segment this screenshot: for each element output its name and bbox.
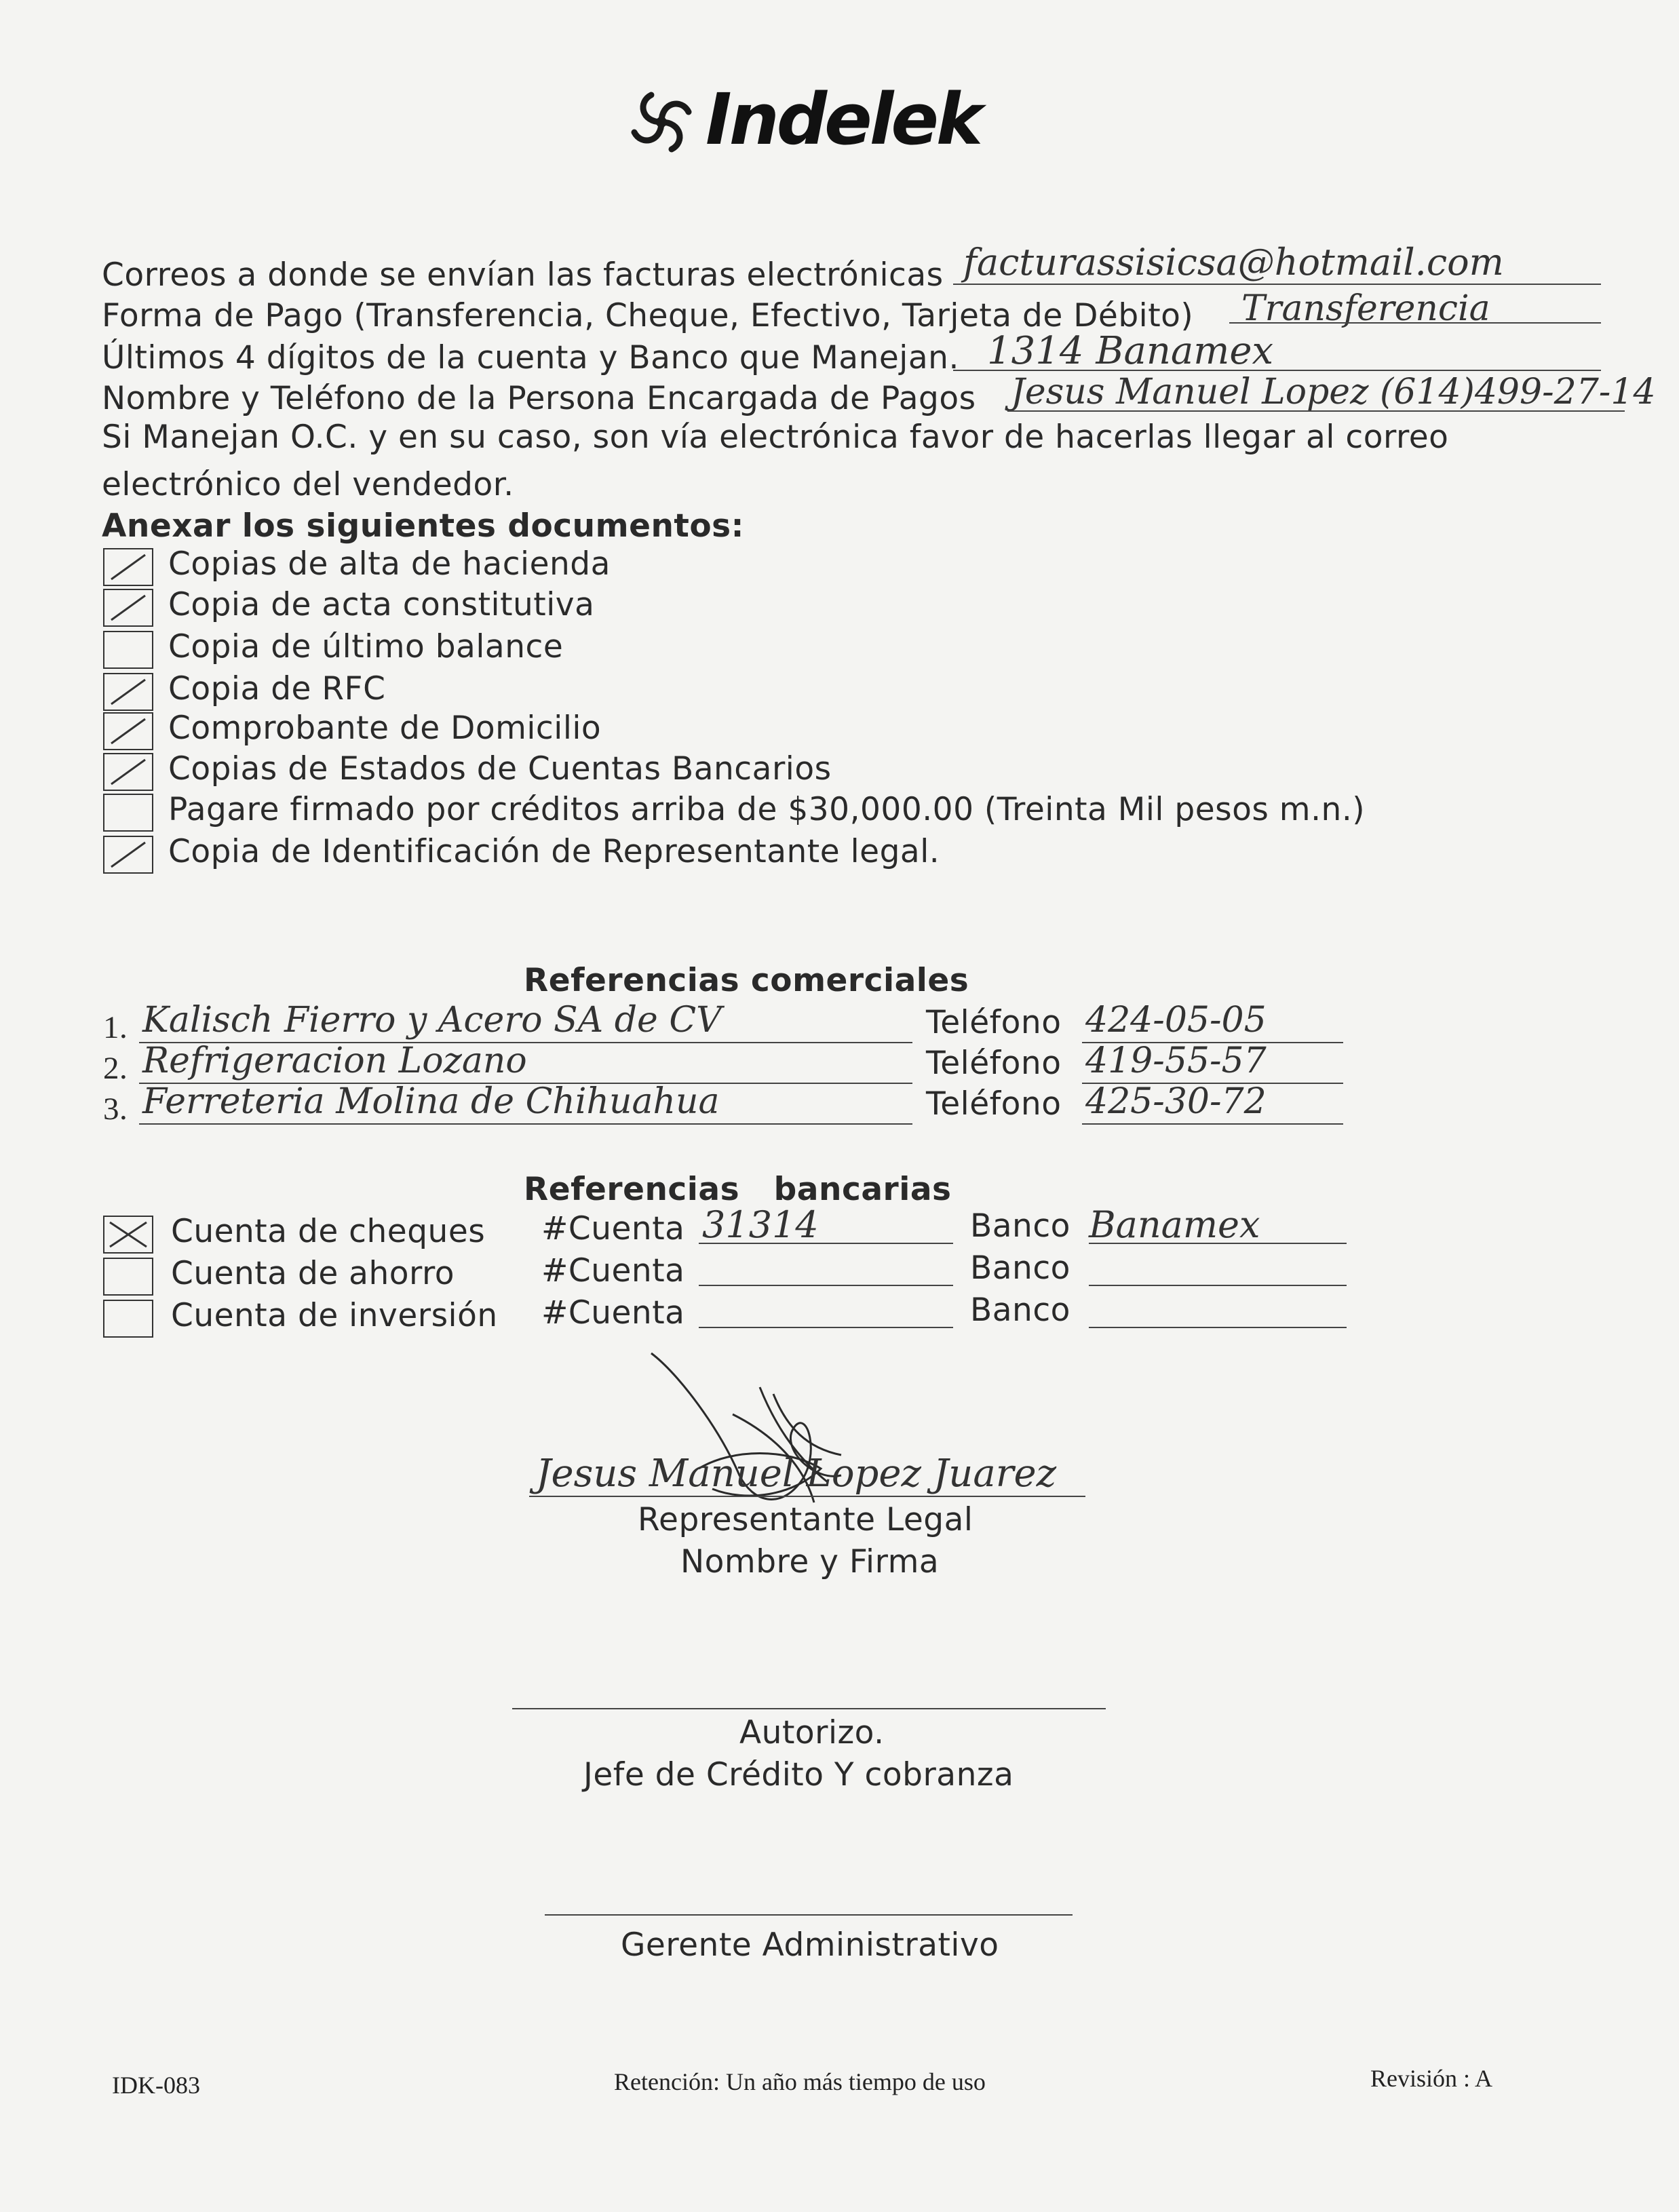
document-label: Copia de RFC bbox=[168, 670, 386, 707]
document-label: Pagare firmado por créditos arriba de $30,000.00 (Treinta Mil pesos m.n.) bbox=[168, 791, 1366, 828]
check-mark-icon bbox=[104, 754, 152, 790]
authorize-line1: Autorizo. bbox=[739, 1714, 885, 1751]
bank-account-type: Cuenta de cheques bbox=[171, 1213, 486, 1250]
correos-line bbox=[953, 284, 1601, 285]
forma-pago-line bbox=[1229, 322, 1601, 324]
cuenta-line bbox=[953, 370, 1601, 371]
bank-account-number: 31314 bbox=[702, 1203, 819, 1246]
commercial-ref-phone-line bbox=[1082, 1123, 1343, 1125]
bank-account-label: #Cuenta bbox=[541, 1210, 685, 1247]
bank-name-label: Banco bbox=[970, 1249, 1070, 1287]
swirl-logo-icon bbox=[624, 85, 699, 159]
bank-account-label: #Cuenta bbox=[541, 1252, 685, 1289]
document-checkbox[interactable] bbox=[103, 712, 153, 750]
manager-line bbox=[545, 1914, 1073, 1916]
signature-name: Jesus Manuel Lopez Juarez bbox=[536, 1452, 1057, 1496]
oc-line2: electrónico del vendedor. bbox=[102, 466, 514, 503]
commercial-ref-phone-label: Teléfono bbox=[926, 1045, 1062, 1082]
contacto-label: Nombre y Teléfono de la Persona Encargada de Pagos bbox=[102, 380, 976, 417]
bank-account-line bbox=[699, 1285, 953, 1286]
bank-account-checkbox[interactable] bbox=[103, 1300, 153, 1338]
commercial-ref-name: Ferreteria Molina de Chihuahua bbox=[142, 1081, 720, 1122]
footer-code: IDK-083 bbox=[112, 2072, 200, 2099]
commercial-ref-phone-label: Teléfono bbox=[926, 1085, 1062, 1123]
bank-account-line bbox=[699, 1243, 953, 1244]
manager-label: Gerente Administrativo bbox=[621, 1926, 999, 1964]
logo-wordmark: Indelek bbox=[706, 78, 981, 161]
bank-name: Banamex bbox=[1089, 1203, 1260, 1246]
bank-account-line bbox=[699, 1327, 953, 1328]
document-checkbox[interactable] bbox=[103, 589, 153, 627]
document-checkbox[interactable] bbox=[103, 548, 153, 586]
signature-subtitle: Nombre y Firma bbox=[680, 1543, 940, 1580]
check-mark-icon bbox=[104, 549, 152, 585]
bank-name-label: Banco bbox=[970, 1207, 1070, 1245]
footer-retention: Retención: Un año más tiempo de uso bbox=[614, 2068, 986, 2095]
forma-pago-value: Transferencia bbox=[1241, 288, 1490, 329]
bank-name-line bbox=[1089, 1243, 1347, 1244]
forma-pago-label: Forma de Pago (Transferencia, Cheque, Efectivo, Tarjeta de Débito) bbox=[102, 297, 1194, 334]
commercial-ref-phone: 424-05-05 bbox=[1085, 1000, 1267, 1041]
commercial-ref-phone-label: Teléfono bbox=[926, 1004, 1062, 1041]
bank-account-checkbox[interactable] bbox=[103, 1216, 153, 1254]
commercial-refs-heading: Referencias comerciales bbox=[524, 962, 969, 999]
oc-line1: Si Manejan O.C. y en su caso, son vía electrónica favor de hacerlas llegar al correo bbox=[102, 419, 1449, 456]
signature-title: Representante Legal bbox=[638, 1501, 973, 1538]
commercial-ref-name-line bbox=[139, 1123, 912, 1125]
bank-account-type: Cuenta de inversión bbox=[171, 1297, 498, 1334]
document-label: Comprobante de Domicilio bbox=[168, 710, 602, 747]
cuenta-label: Últimos 4 dígitos de la cuenta y Banco que Manejan. bbox=[102, 339, 959, 376]
bank-account-label: #Cuenta bbox=[541, 1294, 685, 1332]
check-mark-icon bbox=[104, 714, 152, 749]
bank-name-line bbox=[1089, 1327, 1347, 1328]
commercial-ref-number: 3. bbox=[103, 1091, 128, 1127]
document-label: Copia de último balance bbox=[168, 628, 564, 665]
authorize-line bbox=[512, 1708, 1106, 1709]
document-label: Copia de acta constitutiva bbox=[168, 586, 595, 623]
correos-value: facturassisicsa@hotmail.com bbox=[963, 241, 1504, 284]
document-checkbox[interactable] bbox=[103, 631, 153, 669]
document-checkbox[interactable] bbox=[103, 673, 153, 711]
commercial-ref-phone: 425-30-72 bbox=[1085, 1081, 1267, 1122]
correos-label: Correos a donde se envían las facturas electrónicas bbox=[102, 256, 944, 294]
document-checkbox[interactable] bbox=[103, 794, 153, 832]
check-x-icon bbox=[104, 1217, 152, 1252]
bank-name-label: Banco bbox=[970, 1292, 1070, 1329]
document-label: Copia de Identificación de Representante legal. bbox=[168, 833, 940, 870]
document-checkbox[interactable] bbox=[103, 753, 153, 791]
check-mark-icon bbox=[104, 590, 152, 625]
document-label: Copias de Estados de Cuentas Bancarios bbox=[168, 750, 832, 788]
authorize-line2: Jefe de Crédito Y cobranza bbox=[583, 1756, 1014, 1793]
signature-line bbox=[529, 1496, 1085, 1497]
commercial-ref-number: 2. bbox=[103, 1051, 128, 1086]
commercial-ref-name: Refrigeracion Lozano bbox=[142, 1041, 527, 1081]
commercial-ref-phone: 419-55-57 bbox=[1085, 1041, 1267, 1081]
logo bbox=[624, 78, 981, 173]
bank-name-line bbox=[1089, 1285, 1347, 1286]
commercial-ref-number: 1. bbox=[103, 1010, 128, 1045]
document-checkbox[interactable] bbox=[103, 836, 153, 874]
check-mark-icon bbox=[104, 674, 152, 710]
bank-refs-heading: Referencias bancarias bbox=[524, 1171, 952, 1208]
cuenta-value: 1314 Banamex bbox=[987, 329, 1274, 373]
documents-heading: Anexar los siguientes documentos: bbox=[102, 507, 744, 545]
document-label: Copias de alta de hacienda bbox=[168, 545, 611, 583]
footer-revision: Revisión : A bbox=[1370, 2065, 1493, 2092]
commercial-ref-name: Kalisch Fierro y Acero SA de CV bbox=[142, 1000, 722, 1041]
contacto-line bbox=[1007, 410, 1625, 412]
contacto-value: Jesus Manuel Lopez (614)499-27-14 bbox=[1011, 372, 1656, 412]
bank-account-type: Cuenta de ahorro bbox=[171, 1255, 455, 1292]
bank-account-checkbox[interactable] bbox=[103, 1258, 153, 1296]
check-mark-icon bbox=[104, 837, 152, 872]
